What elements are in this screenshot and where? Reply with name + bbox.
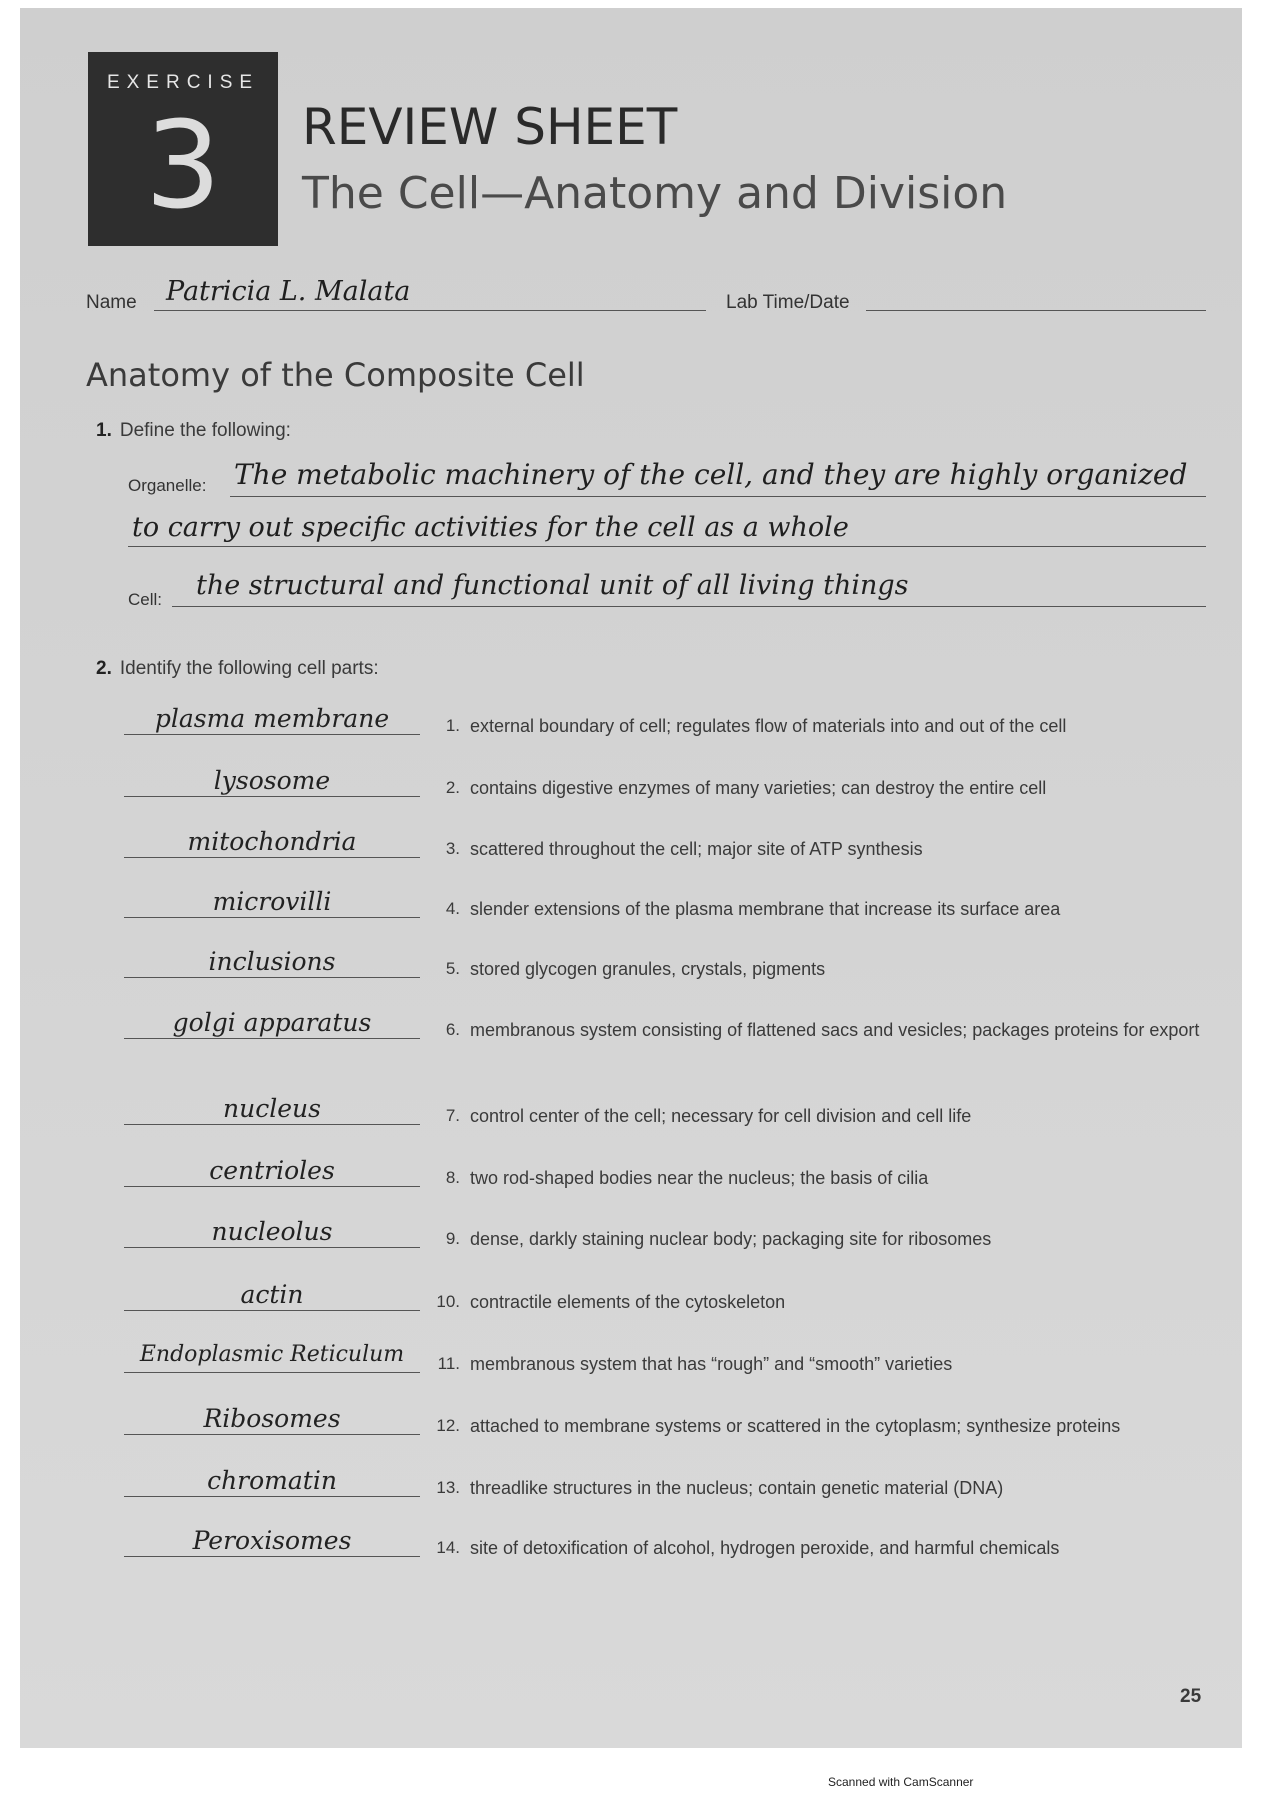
answer-line: [124, 917, 420, 918]
cell-part-answer[interactable]: chromatin: [207, 1466, 337, 1495]
cell-part-answer[interactable]: microvilli: [212, 887, 332, 916]
cell-part-row: [0, 1004, 1280, 1052]
cell-part-description: contractile elements of the cytoskeleton: [470, 1292, 786, 1312]
name-label: Name: [86, 292, 137, 313]
exercise-label: EXERCISE: [106, 72, 260, 93]
cell-part-answer[interactable]: centrioles: [209, 1156, 335, 1185]
cell-part-number: 4.: [445, 899, 460, 918]
cell-part-row: [0, 823, 1280, 871]
answer-line: [124, 1496, 420, 1497]
cell-part-row: [0, 1152, 1280, 1200]
section-heading: Anatomy of the Composite Cell: [86, 356, 585, 394]
cell-part-row: [0, 762, 1280, 810]
organelle-line-1: [230, 496, 1206, 497]
cell-part-number: 12.: [436, 1416, 460, 1435]
cell-part-answer[interactable]: plasma membrane: [154, 704, 390, 733]
question-2: [96, 658, 379, 680]
cell-part-row: [0, 1522, 1280, 1570]
cell-part-answer[interactable]: nucleus: [223, 1094, 321, 1123]
cell-part-answer[interactable]: nucleolus: [211, 1217, 333, 1246]
cell-part-description: attached to membrane systems or scattered in the cytoplasm; synthesize proteins: [470, 1416, 1121, 1436]
cell-part-number: 6.: [445, 1020, 460, 1039]
question-2-prompt: Identify the following cell parts:: [119, 658, 379, 679]
cell-part-number: 9.: [445, 1229, 460, 1248]
answer-line: [124, 1556, 420, 1557]
cell-part-answer[interactable]: lysosome: [213, 766, 331, 795]
cell-part-description: contains digestive enzymes of many varieties; can destroy the entire cell: [470, 778, 1047, 798]
cell-part-description: control center of the cell; necessary for cell division and cell life: [470, 1106, 972, 1126]
cell-part-description: membranous system consisting of flattened sacs and vesicles; packages proteins for export: [470, 1020, 1200, 1040]
cell-part-number: 3.: [445, 839, 460, 858]
cell-answer[interactable]: the structural and functional unit of all living things: [196, 570, 909, 601]
cell-part-answer[interactable]: inclusions: [208, 947, 336, 976]
answer-line: [124, 1124, 420, 1125]
cell-part-answer[interactable]: golgi apparatus: [172, 1008, 372, 1037]
labtime-line: [866, 310, 1206, 311]
cell-part-number: 5.: [445, 959, 460, 978]
cell-part-description: stored glycogen granules, crystals, pigments: [470, 959, 826, 979]
name-line: [154, 310, 706, 311]
cell-part-description: threadlike structures in the nucleus; contain genetic material (DNA): [470, 1478, 1004, 1498]
cell-part-row: [0, 1090, 1280, 1138]
answer-line: [124, 1434, 420, 1435]
cell-part-answer[interactable]: Ribosomes: [203, 1404, 341, 1433]
page-title: REVIEW SHEET: [302, 98, 678, 156]
cell-part-row: [0, 1213, 1280, 1261]
cell-part-number: 10.: [436, 1292, 460, 1311]
cell-part-answer[interactable]: actin: [240, 1280, 304, 1309]
question-1-number: 1.: [96, 420, 112, 441]
cell-part-row: [0, 1338, 1280, 1386]
organelle-answer-line-2[interactable]: to carry out specific activities for the cell as a whole: [132, 512, 849, 543]
scanner-watermark: Scanned with CamScanner: [828, 1775, 974, 1789]
exercise-number: 3: [144, 97, 222, 236]
cell-part-description: external boundary of cell; regulates flow of materials into and out of the cell: [470, 716, 1067, 736]
cell-part-row: [0, 700, 1280, 748]
organelle-label: Organelle:: [128, 476, 207, 495]
answer-line: [124, 734, 420, 735]
question-2-number: 2.: [96, 658, 112, 679]
name-value[interactable]: Patricia L. Malata: [166, 276, 411, 307]
page-number: 25: [1180, 1686, 1202, 1707]
cell-part-description: membranous system that has “rough” and “smooth” varieties: [470, 1354, 953, 1374]
cell-part-description: dense, darkly staining nuclear body; packaging site for ribosomes: [470, 1229, 992, 1249]
cell-part-row: [0, 1462, 1280, 1510]
exercise-badge: [88, 52, 278, 246]
cell-part-answer[interactable]: Endoplasmic Reticulum: [139, 1342, 405, 1367]
cell-line: [172, 606, 1206, 607]
cell-label: Cell:: [128, 590, 163, 609]
cell-part-answer[interactable]: Peroxisomes: [192, 1526, 352, 1555]
cell-part-answer[interactable]: mitochondria: [187, 827, 357, 856]
cell-part-row: [0, 1276, 1280, 1324]
answer-line: [124, 857, 420, 858]
cell-part-row: [0, 1400, 1280, 1448]
answer-line: [124, 1038, 420, 1039]
cell-part-row: [0, 943, 1280, 991]
cell-part-row: [0, 883, 1280, 931]
cell-part-description: two rod-shaped bodies near the nucleus; the basis of cilia: [470, 1168, 929, 1188]
answer-line: [124, 1186, 420, 1187]
cell-part-number: 8.: [445, 1168, 460, 1187]
organelle-line-2: [128, 546, 1206, 547]
cell-part-number: 7.: [445, 1106, 460, 1125]
cell-part-number: 1.: [445, 716, 460, 735]
answer-line: [124, 1310, 420, 1311]
cell-part-number: 13.: [436, 1478, 460, 1497]
cell-part-description: site of detoxification of alcohol, hydrogen peroxide, and harmful chemicals: [470, 1538, 1060, 1558]
question-1-prompt: Define the following:: [119, 420, 291, 441]
cell-part-description: scattered throughout the cell; major site of ATP synthesis: [470, 839, 923, 859]
answer-line: [124, 796, 420, 797]
answer-line: [124, 1372, 420, 1373]
answer-line: [124, 977, 420, 978]
cell-part-number: 14.: [436, 1538, 460, 1557]
answer-line: [124, 1247, 420, 1248]
organelle-answer-line-1[interactable]: The metabolic machinery of the cell, and they are highly organized: [234, 458, 1188, 491]
page-subtitle: The Cell—Anatomy and Division: [302, 168, 1008, 219]
cell-part-description: slender extensions of the plasma membrane that increase its surface area: [470, 899, 1061, 919]
cell-part-number: 2.: [445, 778, 460, 797]
question-1: [96, 420, 291, 442]
labtime-label: Lab Time/Date: [726, 292, 850, 313]
cell-part-number: 11.: [437, 1354, 460, 1373]
